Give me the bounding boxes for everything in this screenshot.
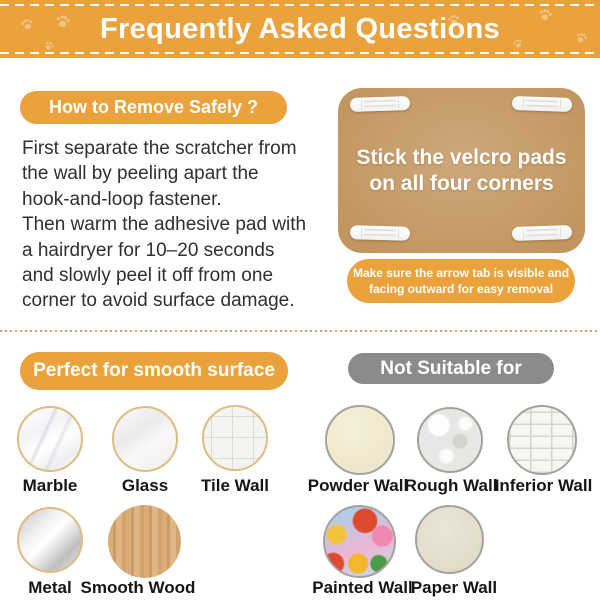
instruction-line: corner to avoid surface damage.	[22, 290, 295, 312]
surface-label-smooth-wood: Smooth Wood	[80, 578, 196, 597]
surface-sample-powder-wall	[325, 405, 395, 475]
instruction-line: First separate the scratcher from	[22, 138, 297, 159]
surface-sample-glass	[112, 406, 178, 472]
surface-sample-paper-wall	[415, 505, 484, 574]
surface-label-glass: Glass	[121, 476, 169, 495]
surface-sample-smooth-wood	[108, 505, 181, 578]
surface-sample-painted-wall	[323, 505, 396, 578]
velcro-strip	[512, 225, 572, 241]
arrow-tab-note: Make sure the arrow tab is visible and facing outward for easy removal	[347, 259, 575, 303]
surface-sample-marble	[17, 406, 83, 472]
surface-label-metal: Metal	[28, 578, 72, 597]
surface-sample-inferior-wall	[507, 405, 577, 475]
header-banner	[0, 0, 600, 58]
surface-label-powder-wall: Powder Wall	[307, 476, 409, 495]
suitable-heading: Perfect for smooth surface	[20, 352, 288, 390]
instruction-line: the wall by peeling apart the	[22, 163, 259, 185]
surface-label-tile-wall: Tile Wall	[200, 476, 270, 495]
how-to-remove-heading: How to Remove Safely ?	[20, 91, 287, 124]
instruction-line: hook-and-loop fastener.	[22, 188, 222, 210]
surface-sample-metal	[17, 507, 83, 573]
instruction-line: Then warm the adhesive pad with	[22, 214, 307, 236]
instruction-line: a hairdryer for 10–20 seconds	[22, 239, 275, 261]
surface-label-rough-wall: Rough Wall	[404, 476, 498, 495]
page-title: Frequently Asked Questions	[100, 13, 500, 45]
surface-label-painted-wall: Painted Wall	[312, 578, 413, 597]
surface-label-paper-wall: Paper Wall	[410, 578, 498, 597]
instruction-line: and slowly peel it off from one	[22, 265, 274, 287]
surface-sample-tile-wall	[202, 405, 268, 471]
velcro-strip	[350, 225, 410, 241]
section-divider	[0, 330, 600, 332]
surface-label-inferior-wall: Inferior Wall	[494, 476, 593, 495]
remove-instructions	[22, 136, 306, 314]
scratcher-back-illustration	[338, 88, 585, 253]
surface-sample-rough-wall	[417, 407, 483, 473]
not-suitable-heading: Not Suitable for	[348, 353, 554, 384]
velcro-strip	[512, 96, 572, 112]
surface-label-marble: Marble	[22, 476, 78, 495]
velcro-overlay-text: Stick the velcro pads on all four corners	[356, 145, 567, 195]
velcro-strip	[350, 96, 410, 112]
